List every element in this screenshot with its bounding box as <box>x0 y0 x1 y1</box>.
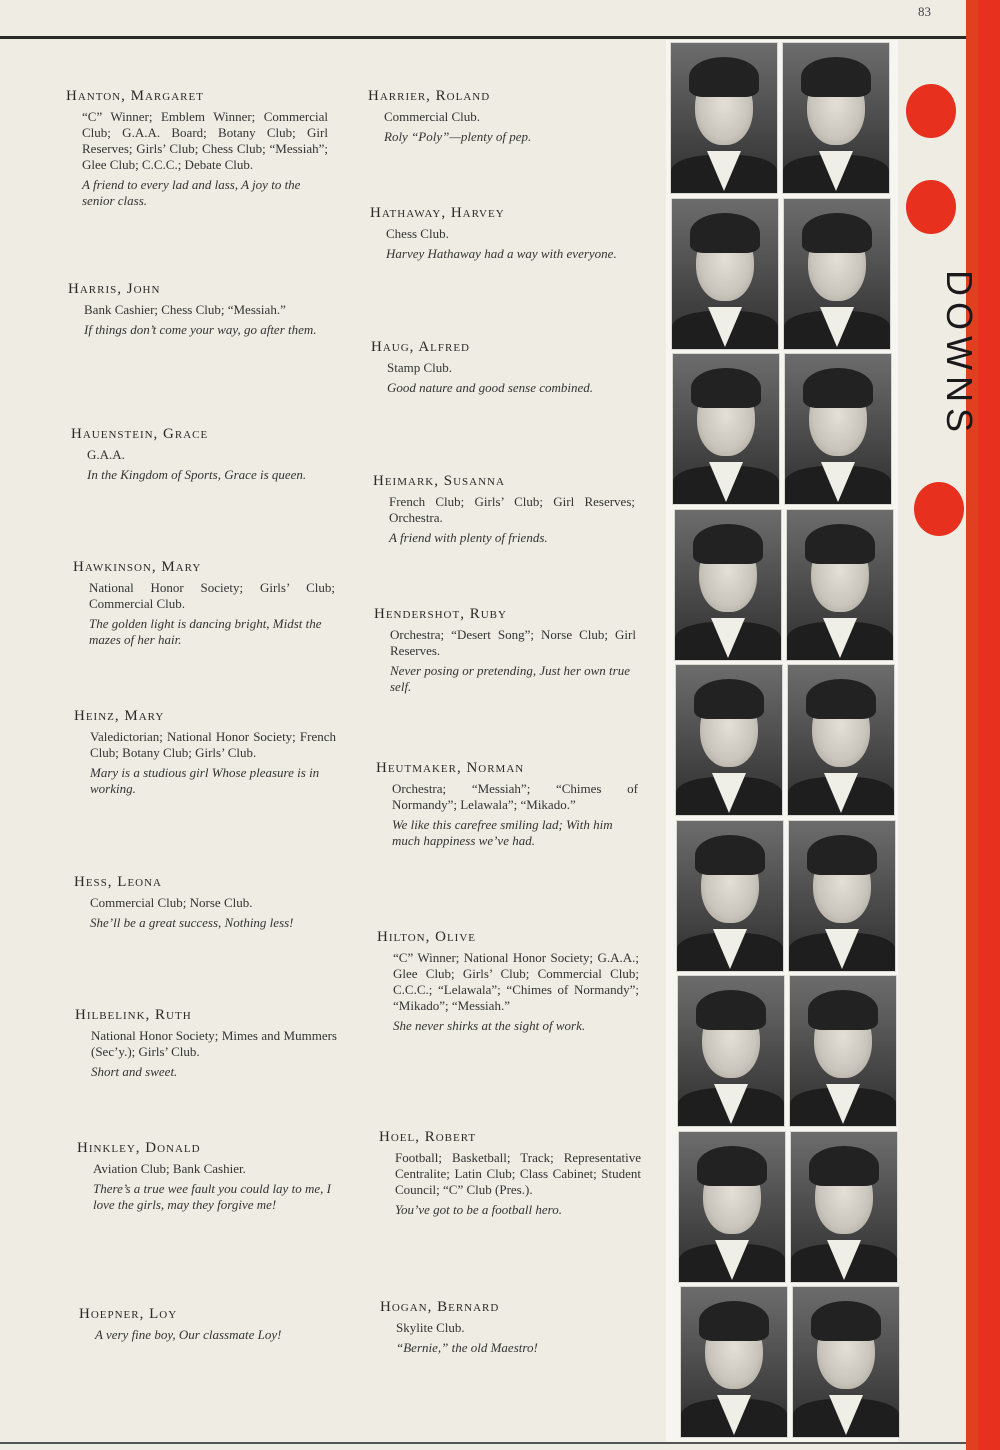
student-activities: “C” Winner; National Honor Society; G.A.A.; Glee Club; Girls’ Club; Commercial Club; C.C.C.; “Lelawala”; “Chimes of Normandy”; “Mikado”; “Messiah.” <box>393 950 639 1013</box>
portrait-hair <box>801 57 871 97</box>
student-quote: Never posing or pretending, Just her own true self. <box>390 663 630 694</box>
entry-hendershot-ruby <box>374 606 636 695</box>
student-quote: A friend with plenty of friends. <box>389 530 548 545</box>
student-portrait <box>786 509 894 661</box>
portrait-hair <box>699 1301 769 1341</box>
portrait-hair <box>697 1146 767 1186</box>
student-portrait <box>671 198 779 350</box>
student-quote: She never shirks at the sight of work. <box>393 1018 586 1033</box>
entry-hogan-bernard <box>380 1299 642 1356</box>
student-activities: Valedictorian; National Honor Society; French Club; Botany Club; Girls’ Club. <box>90 729 336 760</box>
bottom-rule <box>0 1442 968 1444</box>
student-activities: Orchestra; “Messiah”; “Chimes of Normandy”; Lelawala”; “Mikado.” <box>392 781 638 812</box>
student-activities: Commercial Club. <box>384 109 481 124</box>
portrait-hair <box>805 524 875 564</box>
student-portrait <box>787 664 895 816</box>
student-portrait <box>674 509 782 661</box>
student-quote: Good nature and good sense combined. <box>387 380 594 395</box>
student-name: Heinz, Mary <box>74 708 165 724</box>
portrait-hair <box>807 835 877 875</box>
student-quote: Short and sweet. <box>91 1064 178 1079</box>
student-quote: “Bernie,” the old Maestro! <box>396 1340 538 1355</box>
student-portrait <box>670 42 778 194</box>
student-quote: There’s a true wee fault you could lay to me, I love the girls, may they forgive me! <box>93 1181 331 1212</box>
student-quote: She’ll be a great success, Nothing less! <box>90 915 294 930</box>
student-name: Heimark, Susanna <box>373 473 505 489</box>
student-portrait <box>789 975 897 1127</box>
student-activities: French Club; Girls’ Club; Girl Reserves; Orchestra. <box>389 494 635 525</box>
student-activities: Bank Cashier; Chess Club; “Messiah.” <box>84 302 286 317</box>
portrait-hair <box>803 368 873 408</box>
student-name: Hogan, Bernard <box>380 1299 500 1315</box>
student-name: Harris, John <box>68 281 161 297</box>
student-activities: Chess Club. <box>386 226 449 241</box>
entry-hilton-olive <box>377 929 639 1034</box>
student-name: Hilton, Olive <box>377 929 476 945</box>
entry-hawkinson-mary <box>73 559 335 648</box>
portrait-hair <box>691 368 761 408</box>
portrait-hair <box>690 213 760 253</box>
entry-heinz-mary <box>74 708 336 797</box>
entry-hoepner-loy <box>79 1306 341 1343</box>
entry-heutmaker-norman <box>376 760 638 849</box>
student-quote: The golden light is dancing bright, Midst the mazes of her hair. <box>89 616 322 647</box>
student-portrait <box>783 198 891 350</box>
entry-hauenstein-grace <box>71 426 333 483</box>
student-portrait <box>680 1286 788 1438</box>
entry-heimark-susanna <box>373 473 635 546</box>
portrait-hair <box>689 57 759 97</box>
portrait-hair <box>809 1146 879 1186</box>
student-portrait <box>784 353 892 505</box>
student-portrait <box>677 975 785 1127</box>
downs-label: DOWNS <box>939 270 980 438</box>
student-name: Harrier, Roland <box>368 88 491 104</box>
entry-hilbelink-ruth <box>75 1007 337 1080</box>
student-quote: A very fine boy, Our classmate Loy! <box>95 1327 282 1342</box>
student-activities: Stamp Club. <box>387 360 453 375</box>
student-activities: “C” Winner; Emblem Winner; Commercial Club; G.A.A. Board; Botany Club; Girl Reserves; Girls’ Club; Chess Club; “Messiah”; Glee Club; C.C.C.; Debate Club. <box>82 109 328 172</box>
student-name: Hess, Leona <box>74 874 163 890</box>
student-name: Haug, Alfred <box>371 339 471 355</box>
student-quote: A friend to every lad and lass, A joy to the senior class. <box>82 177 301 208</box>
entry-hathaway-harvey <box>370 205 632 262</box>
entry-haug-alfred <box>371 339 633 396</box>
student-portrait <box>790 1131 898 1283</box>
student-activities: Football; Basketball; Track; Representative Centralite; Latin Club; Class Cabinet; Student Council; “C” Club (Pres.). <box>395 1150 641 1197</box>
entry-harris-john <box>68 281 330 338</box>
student-portrait <box>675 664 783 816</box>
student-activities: Orchestra; “Desert Song”; Norse Club; Girl Reserves. <box>390 627 636 658</box>
student-portrait <box>678 1131 786 1283</box>
entry-hess-leona <box>74 874 336 931</box>
student-quote: We like this carefree smiling lad; With him much happiness we’ve had. <box>392 817 613 848</box>
student-name: Hathaway, Harvey <box>370 205 505 221</box>
red-dot-1 <box>906 84 956 138</box>
portrait-hair <box>811 1301 881 1341</box>
top-rule <box>0 36 968 39</box>
portrait-hair <box>693 524 763 564</box>
student-name: Heutmaker, Norman <box>376 760 525 776</box>
portrait-hair <box>696 990 766 1030</box>
portrait-hair <box>802 213 872 253</box>
student-quote: Mary is a studious girl Whose pleasure is in working. <box>90 765 320 796</box>
student-activities: National Honor Society; Girls’ Club; Commercial Club. <box>89 580 335 611</box>
student-quote: You’ve got to be a football hero. <box>395 1202 562 1217</box>
red-bar-edge <box>966 0 978 1450</box>
entry-harrier-roland <box>368 88 630 145</box>
student-quote: Harvey Hathaway had a way with everyone. <box>386 246 617 261</box>
student-portrait <box>788 820 896 972</box>
student-activities: National Honor Society; Mimes and Mummers (Sec’y.); Girls’ Club. <box>91 1028 337 1059</box>
student-name: Hinkley, Donald <box>77 1140 201 1156</box>
student-activities: Aviation Club; Bank Cashier. <box>93 1161 246 1176</box>
entry-hinkley-donald <box>77 1140 339 1213</box>
student-portrait <box>792 1286 900 1438</box>
entry-hanton-margaret <box>66 88 328 209</box>
student-activities: G.A.A. <box>87 447 125 462</box>
student-name: Hoel, Robert <box>379 1129 477 1145</box>
student-activities: Commercial Club; Norse Club. <box>90 895 253 910</box>
portrait-strip <box>666 40 898 1442</box>
red-dot-2 <box>906 180 956 234</box>
student-name: Hilbelink, Ruth <box>75 1007 192 1023</box>
portrait-hair <box>806 679 876 719</box>
student-name: Hauenstein, Grace <box>71 426 209 442</box>
student-activities: Skylite Club. <box>396 1320 465 1335</box>
portrait-hair <box>695 835 765 875</box>
student-portrait <box>676 820 784 972</box>
red-dot-3 <box>914 482 964 536</box>
student-name: Hawkinson, Mary <box>73 559 202 575</box>
portrait-hair <box>694 679 764 719</box>
student-name: Hendershot, Ruby <box>374 606 507 622</box>
entry-hoel-robert <box>379 1129 641 1218</box>
red-side-bar <box>966 0 1000 1450</box>
student-name: Hoepner, Loy <box>79 1306 178 1322</box>
student-portrait <box>672 353 780 505</box>
page-number: 83 <box>918 4 931 19</box>
student-name: Hanton, Margaret <box>66 88 204 104</box>
student-quote: If things don’t come your way, go after them. <box>84 322 317 337</box>
student-portrait <box>782 42 890 194</box>
portrait-hair <box>808 990 878 1030</box>
student-quote: In the Kingdom of Sports, Grace is queen. <box>87 467 307 482</box>
student-quote: Roly “Poly”—plenty of pep. <box>384 129 532 144</box>
